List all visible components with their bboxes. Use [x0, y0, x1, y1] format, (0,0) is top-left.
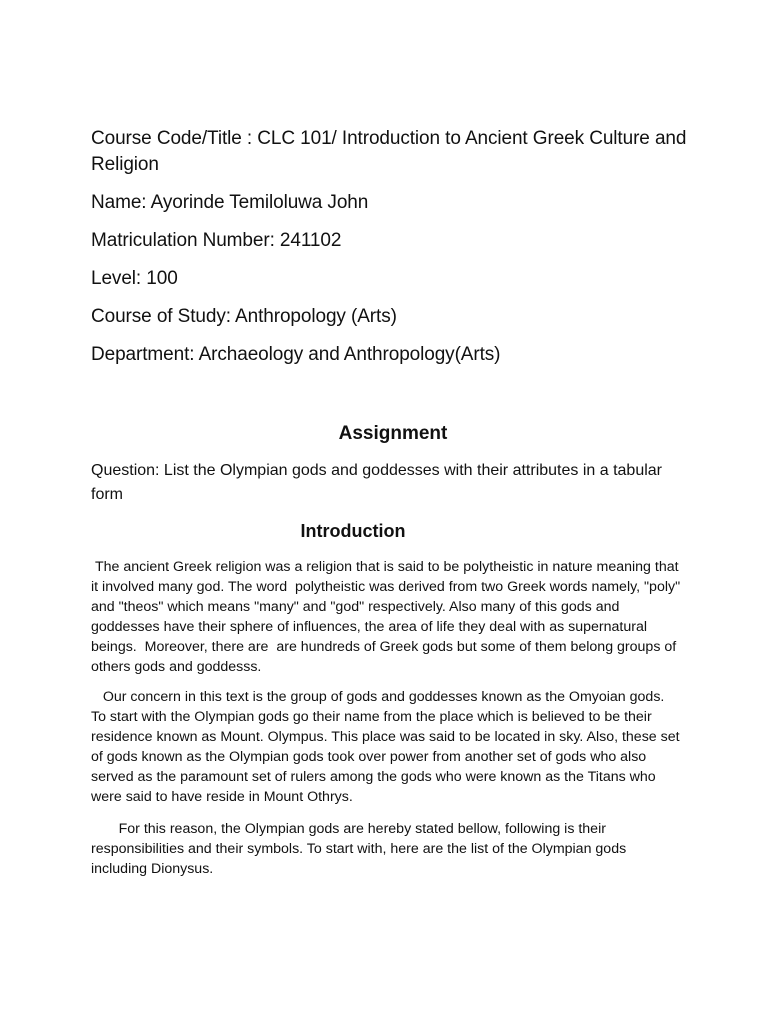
- intro-paragraph-1: The ancient Greek religion was a religion that is said to be polytheistic in nature meaning that it involved many god. The word polytheistic was derived from two Greek words namely, "poly" and "theos" which means "many" and "god" respectively. Also many of this gods and goddesses have their sphere of influences, the area of life they deal with as supernatural beings. Moreover, there are are hundreds of Greek gods but some of them belong groups of others gods and goddesss.: [91, 559, 685, 675]
- introduction-heading: Introduction: [300, 521, 406, 541]
- question-label: Question:: [91, 462, 160, 479]
- matriculation-number: Matriculation Number: 241102: [91, 230, 342, 251]
- intro-paragraph-3: For this reason, the Olympian gods are hereby stated bellow, following is their responsibilities and their symbols. To start with, here are the list of the Olympian gods including Dionysus.: [91, 821, 631, 877]
- assignment-heading: Assignment: [338, 423, 448, 444]
- question-text: List the Olympian gods and goddesses with their attributes in a tabular form: [91, 462, 662, 503]
- course-of-study: Course of Study: Anthropology (Arts): [91, 306, 397, 327]
- student-info-block: [91, 126, 691, 380]
- student-name: Name: Ayorinde Temiloluwa John: [91, 192, 369, 213]
- course-title: Course Code/Title : CLC 101/ Introduction to Ancient Greek Culture and Religion: [91, 128, 687, 175]
- department: Department: Archaeology and Anthropology(Arts): [91, 344, 501, 365]
- intro-paragraph-2: Our concern in this text is the group of gods and goddesses known as the Omyoian gods. To start with the Olympian gods go their name from the place which is believed to be their residence known as Mount. Olympus. This place was said to be located in sky. Also, these set of gods known as the Olympian gods took over power from another set of gods who also served as the paramount set of rulers among the gods who were known as the Titans who were said to have reside in Mount Othrys.: [91, 689, 684, 805]
- question: [91, 459, 681, 507]
- student-level: Level: 100: [91, 268, 178, 289]
